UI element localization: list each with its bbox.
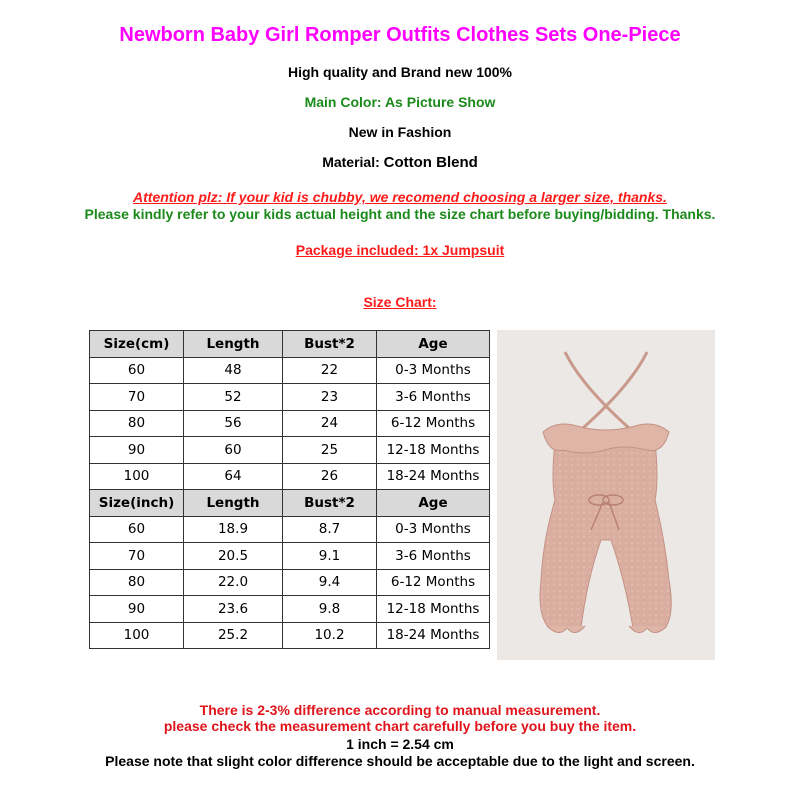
size-chart-table	[89, 330, 490, 649]
table-cell: 60	[90, 357, 184, 384]
page-title: Newborn Baby Girl Romper Outfits Clothes Sets One-Piece	[119, 24, 681, 46]
table-cell: 9.8	[283, 596, 377, 623]
table-row	[90, 437, 490, 464]
table-header-row	[90, 331, 490, 358]
table-cell: 20.5	[184, 543, 283, 570]
color-difference-note: Please note that slight color difference should be acceptable due to the light and screen.	[105, 753, 695, 769]
table-cell: 18-24 Months	[377, 622, 490, 649]
table-cell: 90	[90, 437, 184, 464]
table-cell: 25.2	[184, 622, 283, 649]
table-cell: 18-24 Months	[377, 463, 490, 490]
table-row	[90, 410, 490, 437]
table-row	[90, 569, 490, 596]
fashion-line: New in Fashion	[348, 124, 452, 140]
table-cell: 80	[90, 569, 184, 596]
refer-note: Please kindly refer to your kids actual height and the size chart before buying/bidding. Thanks.	[84, 206, 716, 222]
table-row	[90, 384, 490, 411]
table-row	[90, 516, 490, 543]
header-cell: Bust*2	[283, 490, 377, 517]
table-cell: 12-18 Months	[377, 437, 490, 464]
header-cell: Size(cm)	[90, 331, 184, 358]
table-cell: 56	[184, 410, 283, 437]
table-row	[90, 463, 490, 490]
table-cell: 23	[283, 384, 377, 411]
table-row	[90, 543, 490, 570]
table-cell: 18.9	[184, 516, 283, 543]
header-cell: Length	[184, 490, 283, 517]
table-cell: 22	[283, 357, 377, 384]
table-cell: 100	[90, 463, 184, 490]
table-cell: 6-12 Months	[377, 410, 490, 437]
table-cell: 9.1	[283, 543, 377, 570]
table-row	[90, 596, 490, 623]
table-cell: 26	[283, 463, 377, 490]
table-cell: 90	[90, 596, 184, 623]
table-cell: 3-6 Months	[377, 384, 490, 411]
table-cell: 23.6	[184, 596, 283, 623]
table-header-row	[90, 490, 490, 517]
table-cell: 100	[90, 622, 184, 649]
table-cell: 12-18 Months	[377, 596, 490, 623]
table-cell: 60	[90, 516, 184, 543]
quality-line: High quality and Brand new 100%	[287, 64, 513, 80]
attention-note: Attention plz: If your kid is chubby, we recomend choosing a larger size, thanks.	[133, 189, 667, 205]
header-cell: Age	[377, 490, 490, 517]
table-cell: 0-3 Months	[377, 357, 490, 384]
material-line	[0, 154, 800, 171]
table-cell: 0-3 Months	[377, 516, 490, 543]
table-cell: 60	[184, 437, 283, 464]
table-row	[90, 357, 490, 384]
table-cell: 8.7	[283, 516, 377, 543]
table-cell: 64	[184, 463, 283, 490]
table-cell: 52	[184, 384, 283, 411]
header-cell: Bust*2	[283, 331, 377, 358]
table-row	[90, 622, 490, 649]
table-cell: 25	[283, 437, 377, 464]
romper-illustration	[497, 330, 715, 660]
table-cell: 6-12 Months	[377, 569, 490, 596]
header-cell: Age	[377, 331, 490, 358]
material-label: Material:	[322, 154, 380, 170]
table-cell: 22.0	[184, 569, 283, 596]
header-cell: Size(inch)	[90, 490, 184, 517]
table-cell: 10.2	[283, 622, 377, 649]
inch-conversion: 1 inch = 2.54 cm	[346, 736, 454, 752]
table-cell: 48	[184, 357, 283, 384]
package-included: Package included: 1x Jumpsuit	[295, 242, 505, 258]
size-chart-label: Size Chart:	[363, 294, 437, 310]
main-color-line: Main Color: As Picture Show	[304, 94, 496, 110]
table-cell: 3-6 Months	[377, 543, 490, 570]
romper-photo	[497, 330, 715, 660]
measurement-difference-note: There is 2-3% difference according to manual measurement.	[199, 702, 601, 718]
table-cell: 9.4	[283, 569, 377, 596]
check-chart-note: please check the measurement chart carefully before you buy the item.	[163, 718, 637, 734]
table-cell: 80	[90, 410, 184, 437]
table-cell: 24	[283, 410, 377, 437]
table-cell: 70	[90, 384, 184, 411]
table-cell: 70	[90, 543, 184, 570]
header-cell: Length	[184, 331, 283, 358]
material-value: Cotton Blend	[383, 154, 478, 171]
